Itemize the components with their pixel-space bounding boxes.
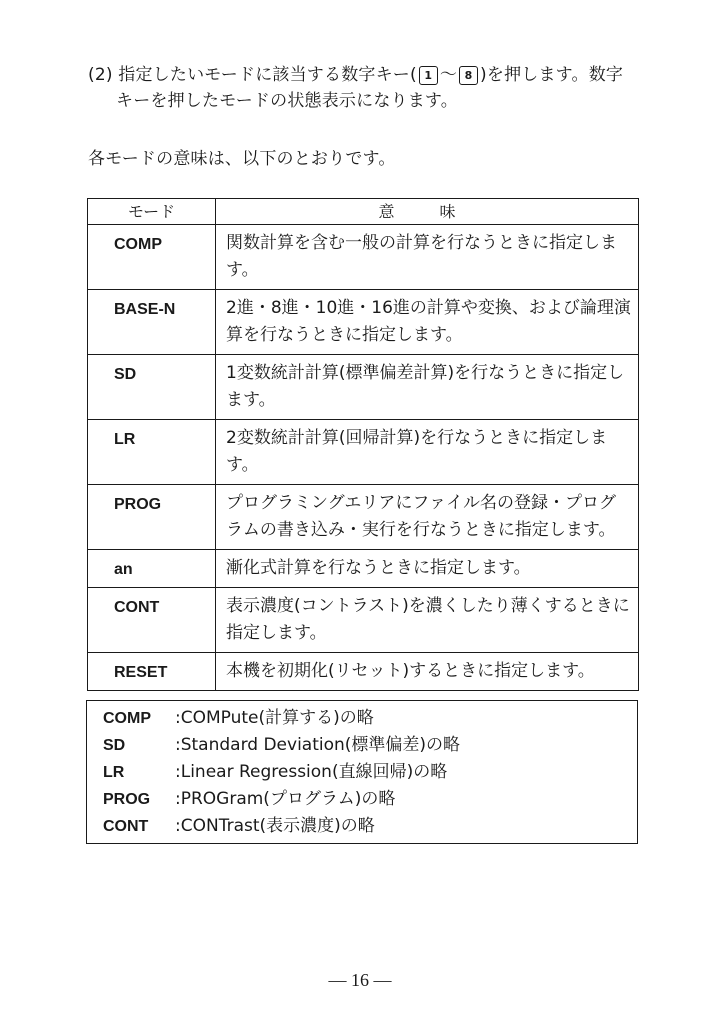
abbreviation-key: COMP bbox=[103, 710, 151, 727]
mode-cell: CONT bbox=[88, 588, 216, 653]
meaning-cell: プログラミングエリアにファイル名の登録・プログラムの書き込み・実行を行なうときに指定します。 bbox=[216, 485, 639, 550]
intro-text-before: (2) 指定したいモードに該当する数字キー( bbox=[88, 65, 417, 85]
abbreviation-text: :Standard Deviation(標準偏差)の略 bbox=[175, 735, 461, 755]
abbreviation-key: CONT bbox=[103, 818, 149, 835]
meaning-cell: 2変数統計計算(回帰計算)を行なうときに指定します。 bbox=[216, 420, 639, 485]
meaning-cell: 本機を初期化(リセット)するときに指定します。 bbox=[216, 653, 639, 691]
mode-cell: SD bbox=[88, 355, 216, 420]
mode-cell: an bbox=[88, 550, 216, 588]
abbreviation-text: :PROGram(プログラム)の略 bbox=[175, 789, 396, 809]
mode-cell: PROG bbox=[88, 485, 216, 550]
mode-table-header bbox=[88, 199, 639, 225]
abbreviation-key: SD bbox=[103, 737, 126, 754]
intro-line-2: キーを押したモードの状態表示になります。 bbox=[116, 91, 458, 111]
list-item bbox=[103, 759, 447, 786]
table-row bbox=[88, 355, 639, 420]
intro-paragraph bbox=[88, 62, 658, 114]
meaning-cell: 1変数統計計算(標準偏差計算)を行なうときに指定します。 bbox=[216, 355, 639, 420]
header-mode: モード bbox=[88, 199, 216, 225]
page-number: — 16 — bbox=[328, 970, 392, 990]
abbreviation-key: LR bbox=[103, 764, 125, 781]
key-8-icon: 8 bbox=[459, 66, 478, 85]
key-1-icon: 1 bbox=[419, 66, 438, 85]
lead-text: 各モードの意味は、以下のとおりです。 bbox=[88, 149, 396, 169]
table-row bbox=[88, 290, 639, 355]
meaning-cell: 2進・8進・10進・16進の計算や変換、および論理演算を行なうときに指定します。 bbox=[216, 290, 639, 355]
meaning-cell: 関数計算を含む一般の計算を行なうときに指定します。 bbox=[216, 225, 639, 290]
abbreviation-text: :CONTrast(表示濃度)の略 bbox=[175, 816, 375, 836]
mode-cell: RESET bbox=[88, 653, 216, 691]
meaning-cell: 表示濃度(コントラスト)を濃くしたり薄くするときに指定します。 bbox=[216, 588, 639, 653]
list-item bbox=[103, 732, 460, 759]
intro-text-after: )を押します。数字 bbox=[480, 65, 624, 85]
meaning-cell: 漸化式計算を行なうときに指定します。 bbox=[216, 550, 639, 588]
intro-line-1 bbox=[88, 62, 658, 88]
header-meaning: 意 味 bbox=[216, 199, 639, 225]
table-row bbox=[88, 225, 639, 290]
list-item bbox=[103, 813, 375, 840]
table-row bbox=[88, 485, 639, 550]
mode-cell: LR bbox=[88, 420, 216, 485]
table-row bbox=[88, 588, 639, 653]
mode-table bbox=[87, 198, 639, 691]
list-item bbox=[103, 786, 395, 813]
list-item bbox=[103, 705, 374, 732]
abbreviation-key: PROG bbox=[103, 791, 151, 808]
abbreviation-text: :COMPute(計算する)の略 bbox=[175, 708, 374, 728]
table-row bbox=[88, 550, 639, 588]
mode-cell: COMP bbox=[88, 225, 216, 290]
abbreviation-text: :Linear Regression(直線回帰)の略 bbox=[175, 762, 448, 782]
table-row bbox=[88, 420, 639, 485]
mode-cell: BASE-N bbox=[88, 290, 216, 355]
intro-tilde: 〜 bbox=[439, 65, 458, 85]
abbreviation-box bbox=[86, 700, 638, 844]
table-row bbox=[88, 653, 639, 691]
